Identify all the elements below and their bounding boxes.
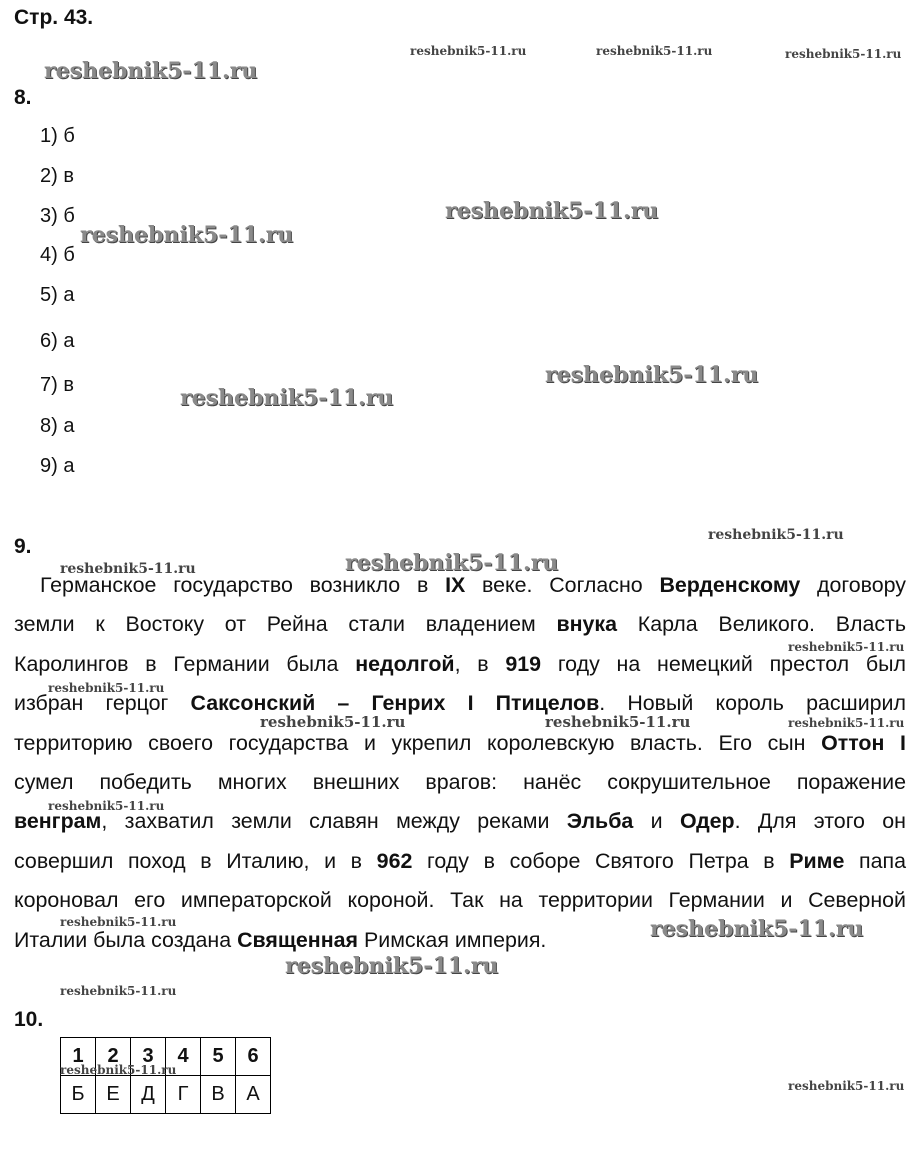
watermark: reshebnik5-11.ru	[80, 222, 294, 248]
text-segment: короновал его императорской короной. Так на территории Германии и Северной	[14, 888, 906, 913]
paragraph-line	[14, 605, 906, 644]
watermark: reshebnik5-11.ru	[285, 953, 499, 979]
answer-item: 5) а	[40, 284, 75, 306]
bold-term: Эльба	[566, 809, 634, 834]
text-segment: Германское государство возникло в	[40, 573, 446, 597]
table-header-cell: 6	[236, 1038, 271, 1076]
table-cell: А	[236, 1076, 271, 1114]
task-9-paragraph	[14, 566, 906, 960]
watermark: reshebnik5-11.ru	[785, 47, 902, 61]
text-segment: совершил поход в Италию, и в	[14, 848, 377, 873]
watermark: reshebnik5-11.ru	[410, 44, 527, 58]
bold-term: Саксонский – Генрих I Птицелов	[190, 691, 600, 716]
paragraph-line	[14, 724, 906, 763]
text-segment: Карла Великого. Власть	[617, 612, 906, 637]
text-segment: . Новый король расширил	[599, 691, 906, 716]
watermark: reshebnik5-11.ru	[60, 915, 177, 929]
answer-item: 1) б	[40, 125, 75, 147]
answer-item: 3) б	[40, 205, 75, 227]
text-segment: году на немецкий престол был	[541, 651, 906, 676]
watermark: reshebnik5-11.ru	[545, 362, 759, 388]
table-header-cell: 1	[61, 1038, 96, 1076]
text-segment: сумел победить многих внешних врагов: нанёс сокрушительное поражение	[14, 770, 906, 795]
watermark: reshebnik5-11.ru	[180, 385, 394, 411]
text-segment: папа	[844, 848, 906, 873]
bold-term: 962	[376, 848, 413, 873]
text-segment: , в	[454, 651, 506, 676]
table-cell: В	[201, 1076, 236, 1114]
table-cell: Е	[96, 1076, 131, 1114]
watermark: reshebnik5-11.ru	[60, 561, 196, 577]
watermark: reshebnik5-11.ru	[545, 713, 691, 731]
table-header-cell: 2	[96, 1038, 131, 1076]
bold-term: Риме	[789, 848, 845, 873]
watermark: reshebnik5-11.ru	[788, 640, 905, 654]
text-segment: территорию своего государства и укрепил королевскую власть. Его сын	[14, 730, 822, 755]
answer-item: 9) а	[40, 455, 75, 477]
watermark: reshebnik5-11.ru	[60, 1063, 177, 1077]
watermark: reshebnik5-11.ru	[48, 681, 165, 695]
answer-item: 8) а	[40, 415, 75, 437]
text-segment: веке. Согласно	[465, 573, 660, 597]
text-segment: земли к Востоку от Рейна стали владением	[14, 612, 557, 637]
watermark: reshebnik5-11.ru	[650, 916, 864, 942]
watermark: reshebnik5-11.ru	[788, 1079, 905, 1093]
text-segment: и	[633, 809, 680, 834]
bold-term: Священная	[237, 927, 359, 952]
answer-item: 6) а	[40, 330, 75, 352]
text-segment: , захватил земли славян между реками	[101, 809, 567, 834]
bold-term: Оттон I	[821, 730, 906, 755]
watermark: reshebnik5-11.ru	[44, 58, 258, 84]
paragraph-line	[14, 763, 906, 802]
answer-item: 4) б	[40, 244, 75, 266]
text-segment: году в соборе Святого Петра в	[412, 848, 790, 873]
watermark: reshebnik5-11.ru	[260, 713, 406, 731]
table-header-cell: 5	[201, 1038, 236, 1076]
table-header-cell: 4	[166, 1038, 201, 1076]
bold-term: IX	[445, 573, 466, 597]
table-row	[61, 1076, 271, 1114]
text-segment: Италии была создана	[14, 927, 238, 952]
page-label: Стр. 43.	[14, 6, 94, 29]
task-10-number: 10.	[14, 1008, 44, 1031]
watermark: reshebnik5-11.ru	[708, 527, 844, 543]
table-cell: Б	[61, 1076, 96, 1114]
paragraph-line	[14, 842, 906, 881]
bold-term: Верденскому	[659, 573, 801, 597]
text-segment: . Для этого он	[734, 809, 906, 834]
watermark: reshebnik5-11.ru	[445, 198, 659, 224]
table-header-cell: 3	[131, 1038, 166, 1076]
table-cell: Г	[166, 1076, 201, 1114]
bold-term: 919	[505, 651, 542, 676]
watermark: reshebnik5-11.ru	[60, 984, 177, 998]
text-segment: Римская империя.	[358, 927, 547, 952]
table-cell: Д	[131, 1076, 166, 1114]
task-8-number: 8.	[14, 86, 32, 109]
watermark: reshebnik5-11.ru	[345, 550, 559, 576]
bold-term: недолгой	[355, 651, 455, 676]
answer-item: 2) в	[40, 165, 74, 187]
answer-item: 7) в	[40, 374, 74, 396]
paragraph-line	[14, 645, 906, 684]
text-segment: избран герцог	[14, 691, 191, 716]
text-segment: Каролингов в Германии была	[14, 651, 356, 676]
bold-term: Одер	[679, 809, 735, 834]
watermark: reshebnik5-11.ru	[48, 799, 165, 813]
task-9-number: 9.	[14, 535, 32, 558]
bold-term: внука	[556, 612, 618, 637]
watermark: reshebnik5-11.ru	[788, 716, 905, 730]
text-segment: договору	[800, 573, 907, 597]
watermark: reshebnik5-11.ru	[596, 44, 713, 58]
bold-term: венграм	[14, 809, 102, 834]
